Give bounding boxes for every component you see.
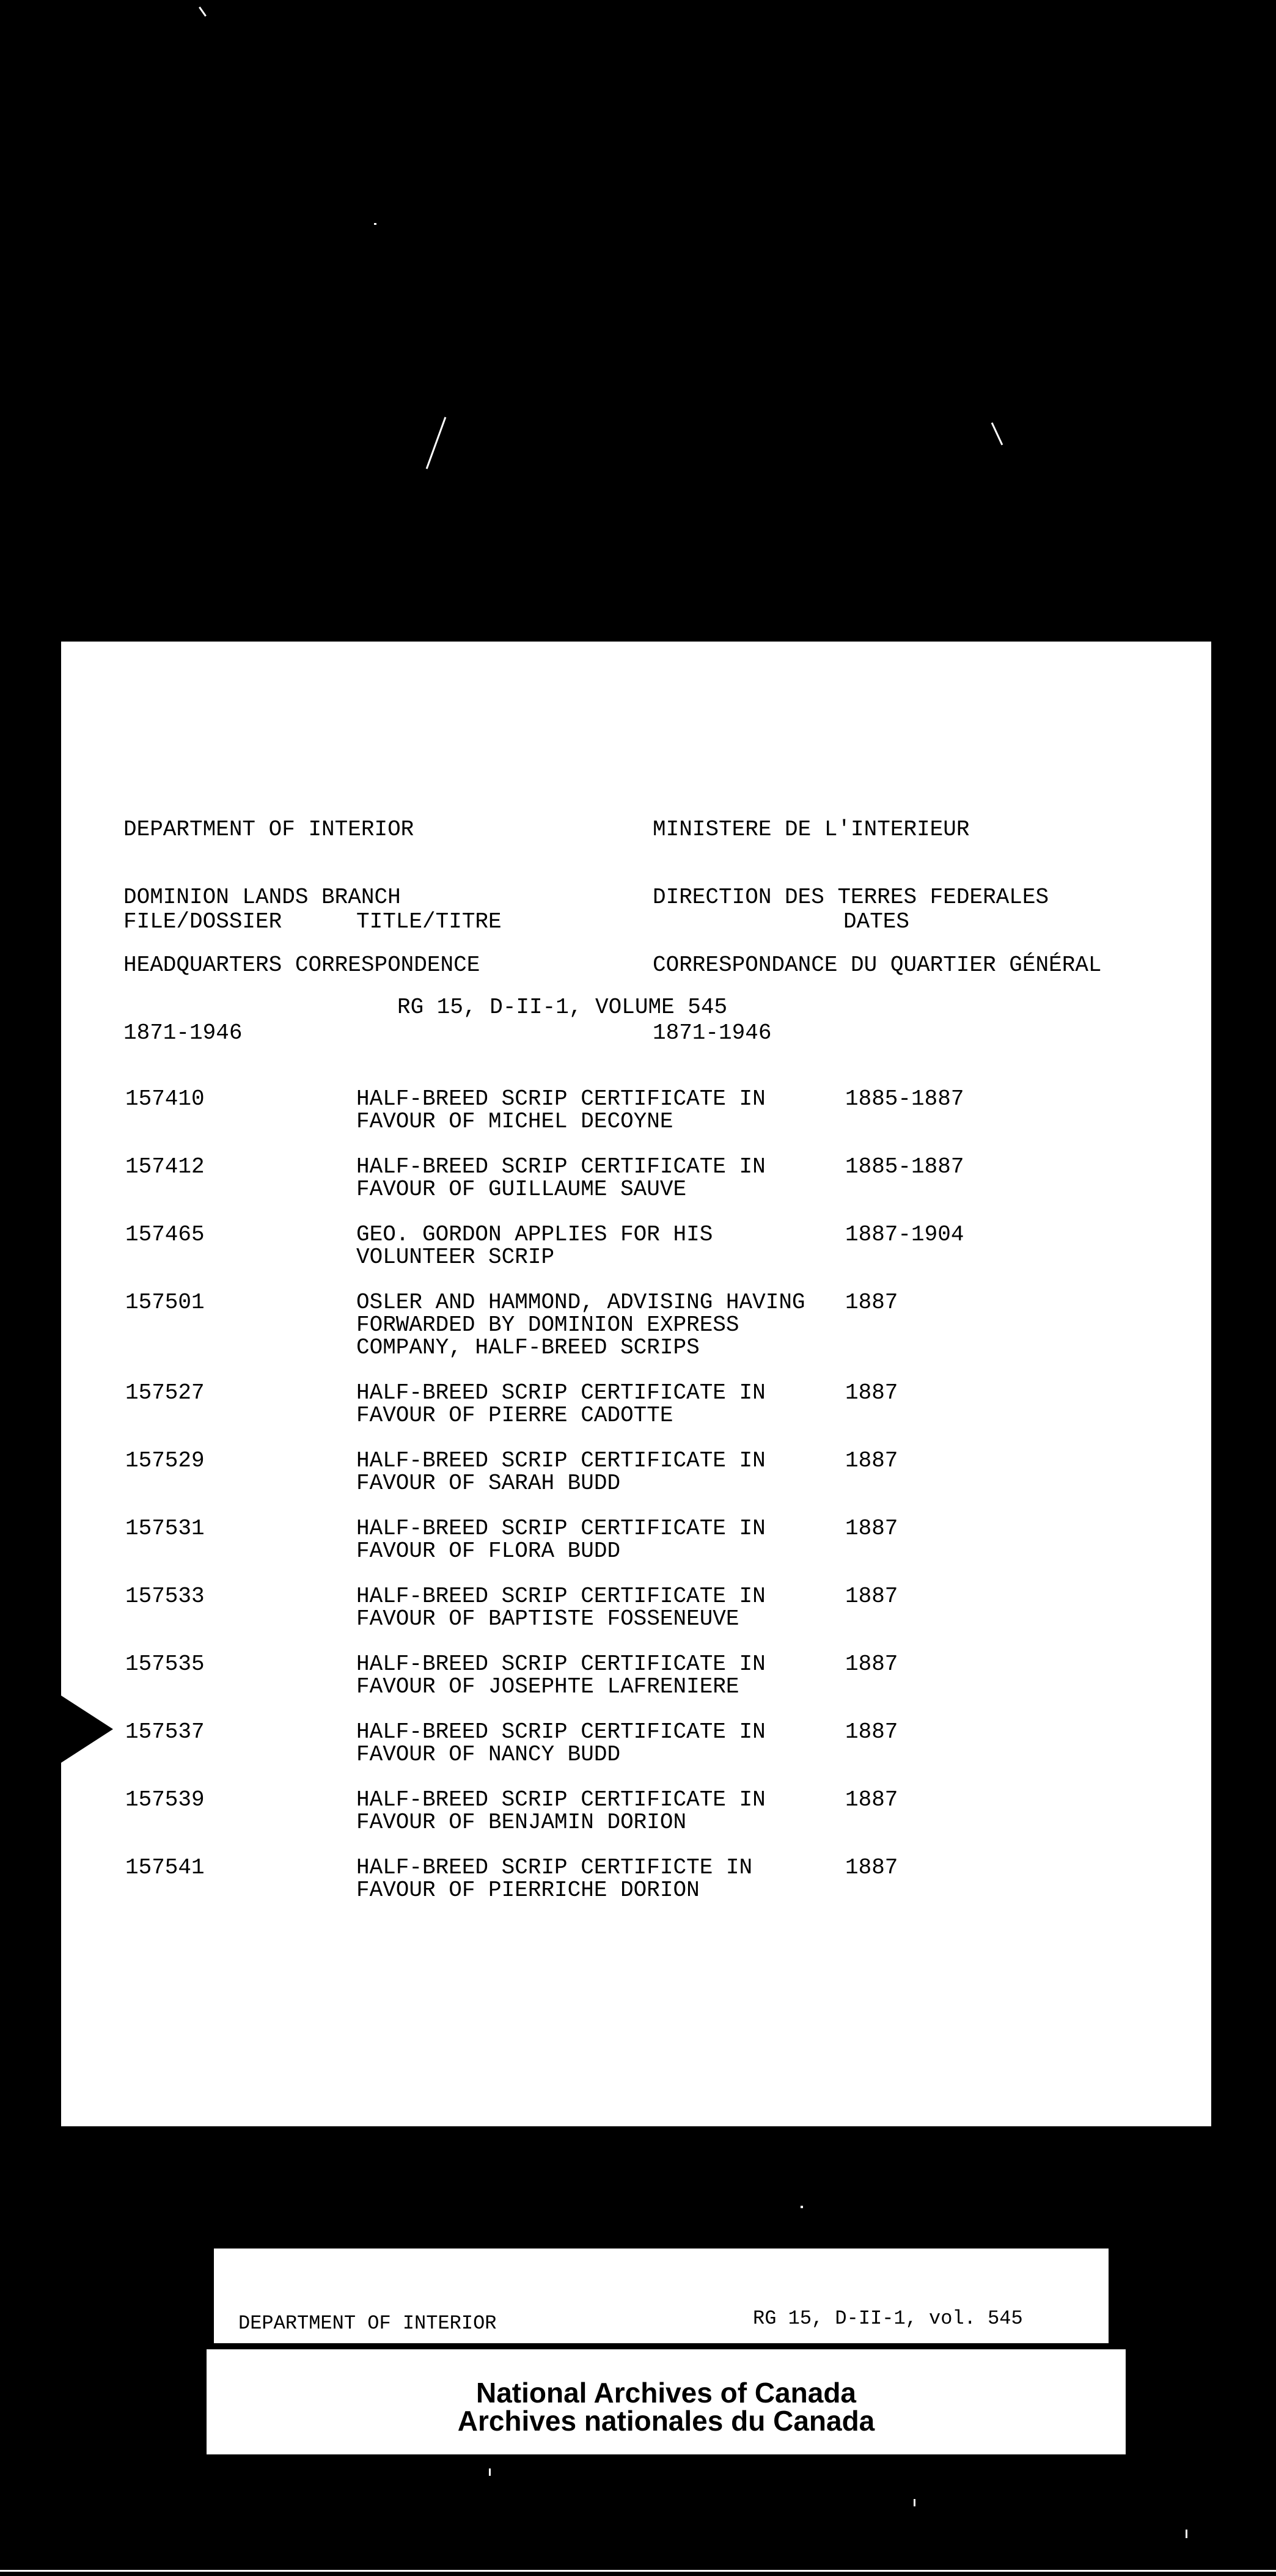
entry-file-number: 157539	[125, 1787, 205, 1812]
scan-speck	[489, 2468, 491, 2476]
entry-dates: 1887	[845, 1652, 898, 1677]
entry-title-line: HALF-BREED SCRIP CERTIFICATE IN	[356, 1086, 766, 1111]
entry-title-line: HALF-BREED SCRIP CERTIFICATE IN	[356, 1584, 766, 1609]
column-header-dates: DATES	[843, 909, 910, 934]
entry-title-line: HALF-BREED SCRIP CERTIFICATE IN	[356, 1448, 766, 1473]
header-line: 1871-1946	[653, 1020, 772, 1045]
entry-dates: 1887	[845, 1584, 898, 1609]
entry-file-number: 157527	[125, 1380, 205, 1405]
header-line: DEPARTMENT OF INTERIOR	[123, 817, 414, 842]
scan-speck	[801, 2206, 803, 2208]
entry-title-line: FAVOUR OF GUILLAUME SAUVE	[356, 1177, 687, 1202]
entry-title	[356, 1856, 857, 1901]
scan-speck	[374, 223, 376, 225]
entry-dates: 1887-1904	[845, 1222, 964, 1247]
entry-row	[61, 1653, 1211, 1698]
entry-title	[356, 1653, 857, 1698]
entry-title-line: HALF-BREED SCRIP CERTIFICATE IN	[356, 1652, 766, 1677]
entry-file-number: 157501	[125, 1290, 205, 1315]
entry-row	[61, 1223, 1211, 1268]
header-line: MINISTERE DE L'INTERIEUR	[653, 817, 970, 842]
entry-row	[61, 1449, 1211, 1495]
entry-dates: 1887	[845, 1380, 898, 1405]
entry-file-number: 157541	[125, 1855, 205, 1880]
archives-banner	[207, 2349, 1126, 2454]
entry-title-line: HALF-BREED SCRIP CERTIFICATE IN	[356, 1154, 766, 1179]
entry-title-line: FAVOUR OF SARAH BUDD	[356, 1471, 621, 1496]
scan-speck	[199, 7, 207, 16]
document-page	[61, 642, 1211, 2126]
entry-title-line: FORWARDED BY DOMINION EXPRESS	[356, 1312, 739, 1337]
entry-title	[356, 1088, 857, 1133]
archive-label	[214, 2249, 1109, 2343]
column-header-title: TITLE/TITRE	[356, 909, 502, 934]
entry-title-line: HALF-BREED SCRIP CERTIFICATE IN	[356, 1380, 766, 1405]
label-line: DEPARTMENT OF INTERIOR	[238, 2312, 497, 2335]
entry-file-number: 157465	[125, 1222, 205, 1247]
entry-title-line: VOLUNTEER SCRIP	[356, 1245, 555, 1270]
entry-title-line: OSLER AND HAMMOND, ADVISING HAVING	[356, 1290, 805, 1315]
entry-row	[61, 1291, 1211, 1359]
entry-title-line: FAVOUR OF MICHEL DECOYNE	[356, 1109, 673, 1134]
entry-title-line: FAVOUR OF NANCY BUDD	[356, 1742, 621, 1767]
entry-title	[356, 1517, 857, 1562]
entry-title-line: FAVOUR OF FLORA BUDD	[356, 1539, 621, 1564]
header-line: HEADQUARTERS CORRESPONDENCE	[123, 953, 480, 978]
header-line: 1871-1946	[123, 1020, 243, 1045]
entry-title	[356, 1291, 857, 1359]
entry-dates: 1885-1887	[845, 1086, 964, 1111]
entry-title-line: COMPANY, HALF-BREED SCRIPS	[356, 1335, 700, 1360]
entry-title-line: FAVOUR OF PIERRICHE DORION	[356, 1878, 700, 1903]
scan-speck	[991, 422, 1003, 445]
entry-dates: 1885-1887	[845, 1154, 964, 1179]
entry-dates: 1887	[845, 1448, 898, 1473]
entry-title	[356, 1223, 857, 1268]
entry-title-line: FAVOUR OF BENJAMIN DORION	[356, 1810, 687, 1835]
entry-row	[61, 1856, 1211, 1901]
entry-title-line: HALF-BREED SCRIP CERTIFICTE IN	[356, 1855, 753, 1880]
entry-file-number: 157537	[125, 1719, 205, 1744]
entry-title	[356, 1721, 857, 1766]
entry-file-number: 157531	[125, 1516, 205, 1541]
entry-row	[61, 1721, 1211, 1766]
entry-title-line: GEO. GORDON APPLIES FOR HIS	[356, 1222, 713, 1247]
scan-speck	[914, 2499, 915, 2506]
entry-file-number: 157410	[125, 1086, 205, 1111]
entry-dates: 1887	[845, 1787, 898, 1812]
header-line: CORRESPONDANCE DU QUARTIER GÉNÉRAL	[653, 953, 1102, 978]
entry-file-number: 157412	[125, 1154, 205, 1179]
entry-row	[61, 1788, 1211, 1834]
scan-edge	[0, 2570, 1276, 2572]
archives-name-french: Archives nationales du Canada	[457, 2405, 875, 2437]
entry-title	[356, 1155, 857, 1201]
entry-row	[61, 1381, 1211, 1427]
column-header-file: FILE/DOSSIER	[123, 909, 282, 934]
scan-speck	[1186, 2530, 1187, 2538]
entry-title-line: HALF-BREED SCRIP CERTIFICATE IN	[356, 1787, 766, 1812]
entry-title	[356, 1585, 857, 1630]
entry-dates: 1887	[845, 1719, 898, 1744]
entry-title-line: HALF-BREED SCRIP CERTIFICATE IN	[356, 1516, 766, 1541]
header-line: DIRECTION DES TERRES FEDERALES	[653, 885, 1049, 910]
archives-name-english: National Archives of Canada	[475, 2377, 856, 2409]
label-line: RG 15, D-II-1, vol. 545	[753, 2307, 1023, 2330]
entry-dates: 1887	[845, 1855, 898, 1880]
entry-title	[356, 1788, 857, 1834]
entry-dates: 1887	[845, 1290, 898, 1315]
volume-heading: RG 15, D-II-1, VOLUME 545	[397, 995, 728, 1020]
entry-file-number: 157529	[125, 1448, 205, 1473]
page-notch	[61, 1696, 113, 1763]
entry-title	[356, 1449, 857, 1495]
entry-title-line: FAVOUR OF PIERRE CADOTTE	[356, 1403, 673, 1428]
entry-title-line: FAVOUR OF BAPTISTE FOSSENEUVE	[356, 1606, 739, 1631]
entry-row	[61, 1155, 1211, 1201]
entry-file-number: 157535	[125, 1652, 205, 1677]
entry-row	[61, 1585, 1211, 1630]
scan-speck	[426, 417, 447, 469]
entry-file-number: 157533	[125, 1584, 205, 1609]
entry-title	[356, 1381, 857, 1427]
entry-row	[61, 1088, 1211, 1133]
entry-row	[61, 1517, 1211, 1562]
entry-title-line: FAVOUR OF JOSEPHTE LAFRENIERE	[356, 1674, 739, 1699]
entry-title-line: HALF-BREED SCRIP CERTIFICATE IN	[356, 1719, 766, 1744]
header-line: DOMINION LANDS BRANCH	[123, 885, 401, 910]
entry-dates: 1887	[845, 1516, 898, 1541]
